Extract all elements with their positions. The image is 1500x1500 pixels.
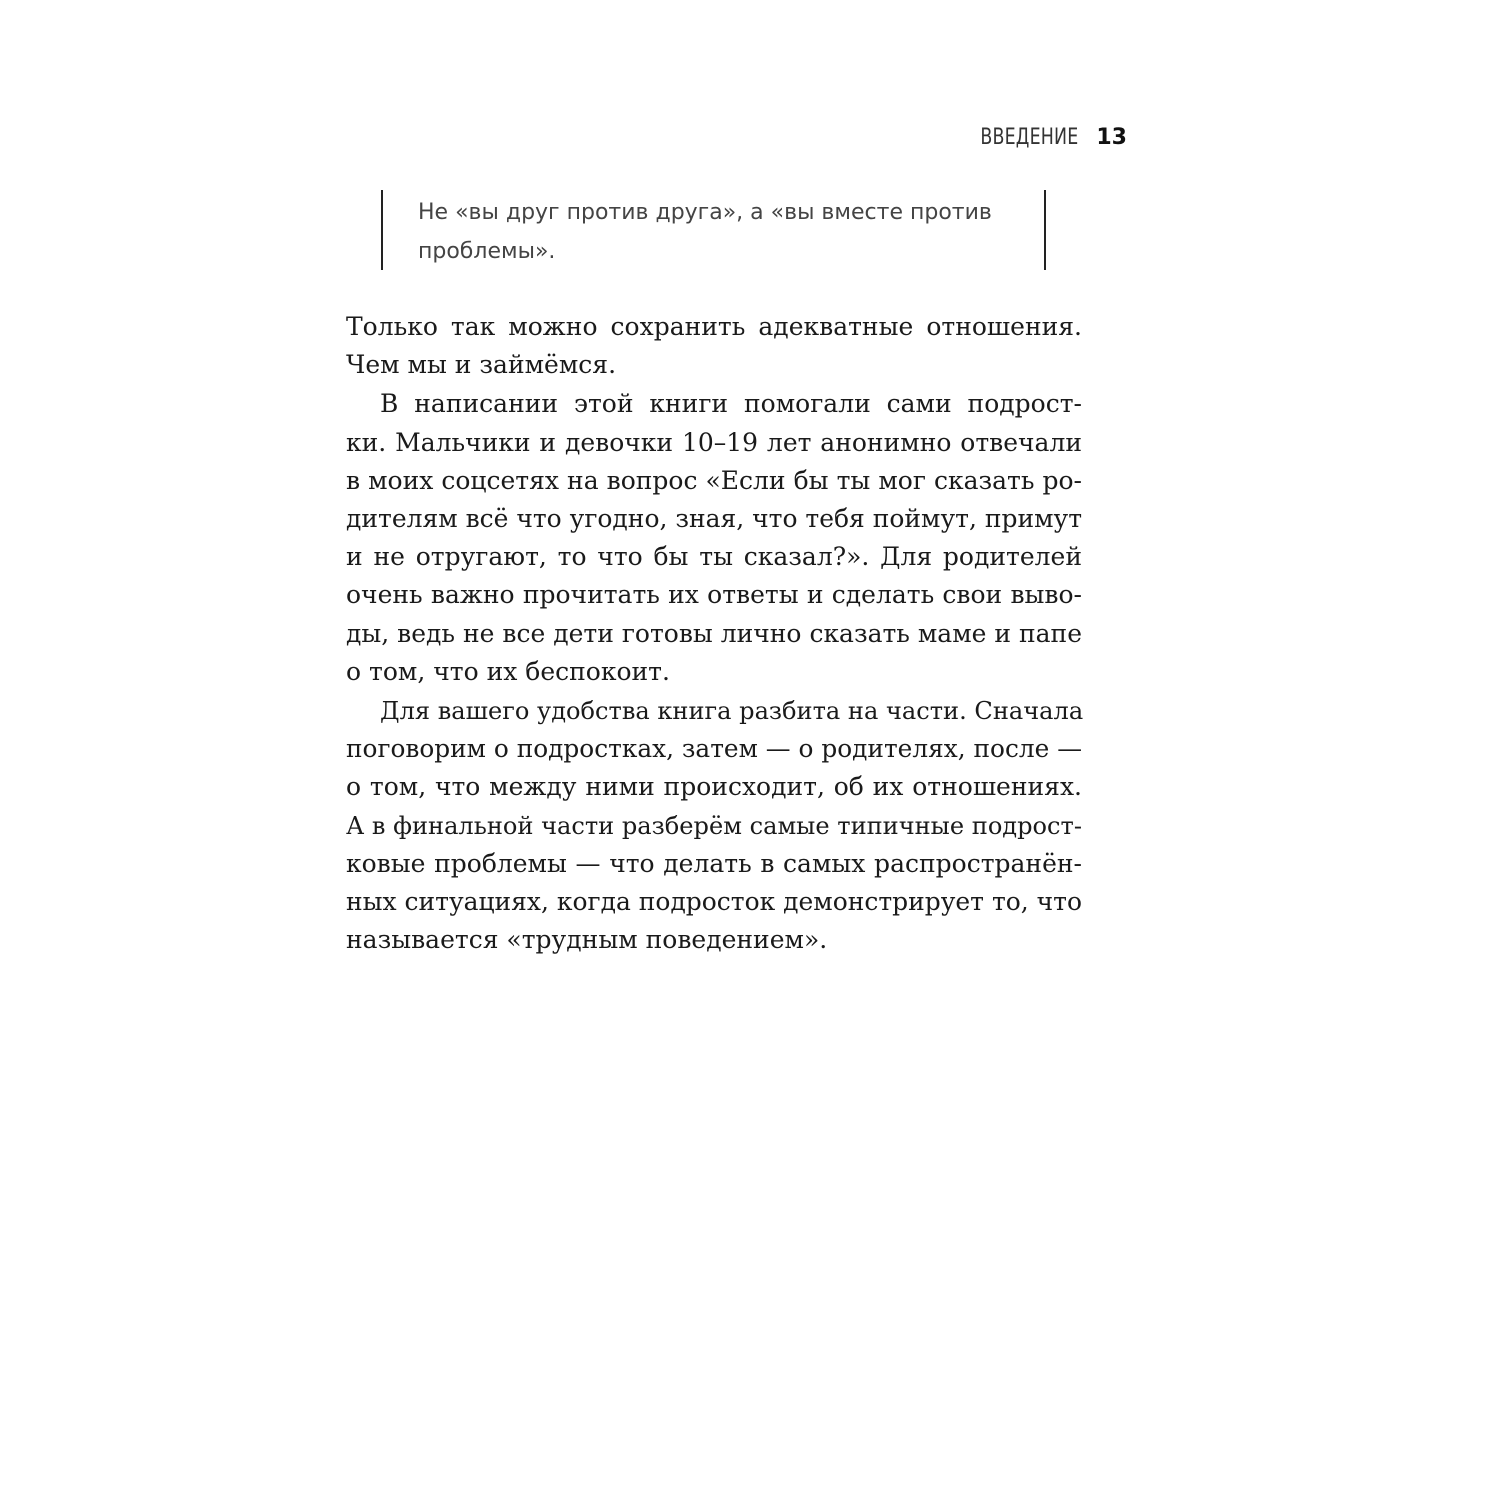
callout-line: проблемы».	[418, 239, 556, 264]
text-line: в моих соцсетях на вопрос «Если бы ты мог сказать ро-	[346, 465, 1082, 495]
text-line: Только так можно сохранить адекватные отношения.	[346, 312, 1082, 341]
section-title: ВВЕДЕНИЕ	[980, 125, 1079, 150]
callout-box	[381, 190, 1046, 270]
text-line: ных ситуациях, когда подросток демонстрирует то, что	[346, 887, 1082, 917]
paragraph	[346, 308, 1082, 384]
text-line: дителям всё что угодно, зная, что тебя поймут, примут	[346, 504, 1083, 534]
text-line: А в финальной части разберём самые типичные подрост-	[346, 811, 1082, 840]
text-line: поговорим о подростках, затем — о родителях, после —	[346, 734, 1082, 764]
text-line: Для вашего удобства книга разбита на части. Сначала	[380, 697, 1084, 726]
text-line: называется «трудным поведением».	[346, 925, 828, 955]
text-line: Чем мы и займёмся.	[346, 350, 617, 380]
callout-line: Не «вы друг против друга», а «вы вместе против	[418, 200, 992, 225]
text-line: В написании этой книги помогали сами подрост-	[380, 389, 1082, 419]
running-head	[967, 122, 1127, 154]
text-line: и не отругают, то что бы ты сказал?». Для родителей	[346, 542, 1082, 572]
page-number: 13	[1096, 125, 1127, 150]
text-line: ковые проблемы — что делать в самых распространён-	[346, 848, 1082, 878]
paragraph	[346, 692, 1082, 959]
text-line: о том, что их беспокоит.	[346, 656, 670, 686]
text-line: очень важно прочитать их ответы и сделать свои выво-	[346, 580, 1082, 610]
text-line: ки. Мальчики и девочки 10–19 лет анонимно отвечали	[346, 427, 1082, 457]
text-line: о том, что между ними происходит, об их отношениях.	[346, 772, 1082, 802]
paragraph	[346, 385, 1082, 691]
text-line: ды, ведь не все дети готовы лично сказать маме и папе	[346, 618, 1082, 648]
body-text	[346, 308, 1082, 959]
callout-text	[418, 193, 1018, 271]
